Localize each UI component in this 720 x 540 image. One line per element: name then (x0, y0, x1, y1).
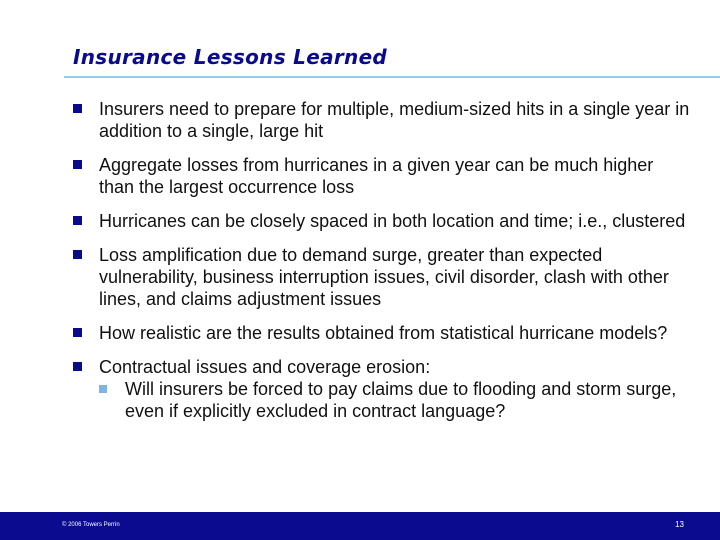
square-bullet-icon (73, 328, 82, 337)
bullet-text: Hurricanes can be closely spaced in both location and time; i.e., clustered (99, 211, 686, 231)
bullet-item (73, 322, 693, 344)
bullet-text: How realistic are the results obtained from statistical hurricane models? (99, 323, 668, 343)
slide-title: Insurance Lessons Learned (73, 45, 388, 69)
square-bullet-icon (73, 362, 82, 371)
bullet-list (73, 98, 693, 434)
square-bullet-icon (73, 216, 82, 225)
bullet-text: Loss amplification due to demand surge, greater than expected vulnerability, business interruption issues, civil disorder, clash with other lines, and claims adjustment issues (99, 245, 669, 309)
sub-bullet-text: Will insurers be forced to pay claims due to flooding and storm surge, even if explicitly excluded in contract language? (125, 379, 677, 421)
bullet-item (73, 210, 693, 232)
bullet-text: Contractual issues and coverage erosion: (99, 357, 431, 377)
square-sub-bullet-icon (99, 385, 107, 393)
bullet-item (73, 244, 693, 310)
square-bullet-icon (73, 250, 82, 259)
square-bullet-icon (73, 160, 82, 169)
bullet-text: Insurers need to prepare for multiple, medium-sized hits in a single year in addition to a single, large hit (99, 99, 690, 141)
bullet-item (73, 154, 693, 198)
bullet-item (73, 356, 693, 422)
footer-copyright: © 2006 Towers Perrin (62, 522, 120, 528)
bullet-item (73, 98, 693, 142)
title-underline (64, 76, 720, 78)
bullet-text: Aggregate losses from hurricanes in a given year can be much higher than the largest occurrence loss (99, 155, 654, 197)
footer-bar (0, 512, 720, 540)
page-number: 13 (675, 520, 684, 529)
sub-bullet-item (99, 378, 693, 422)
square-bullet-icon (73, 104, 82, 113)
